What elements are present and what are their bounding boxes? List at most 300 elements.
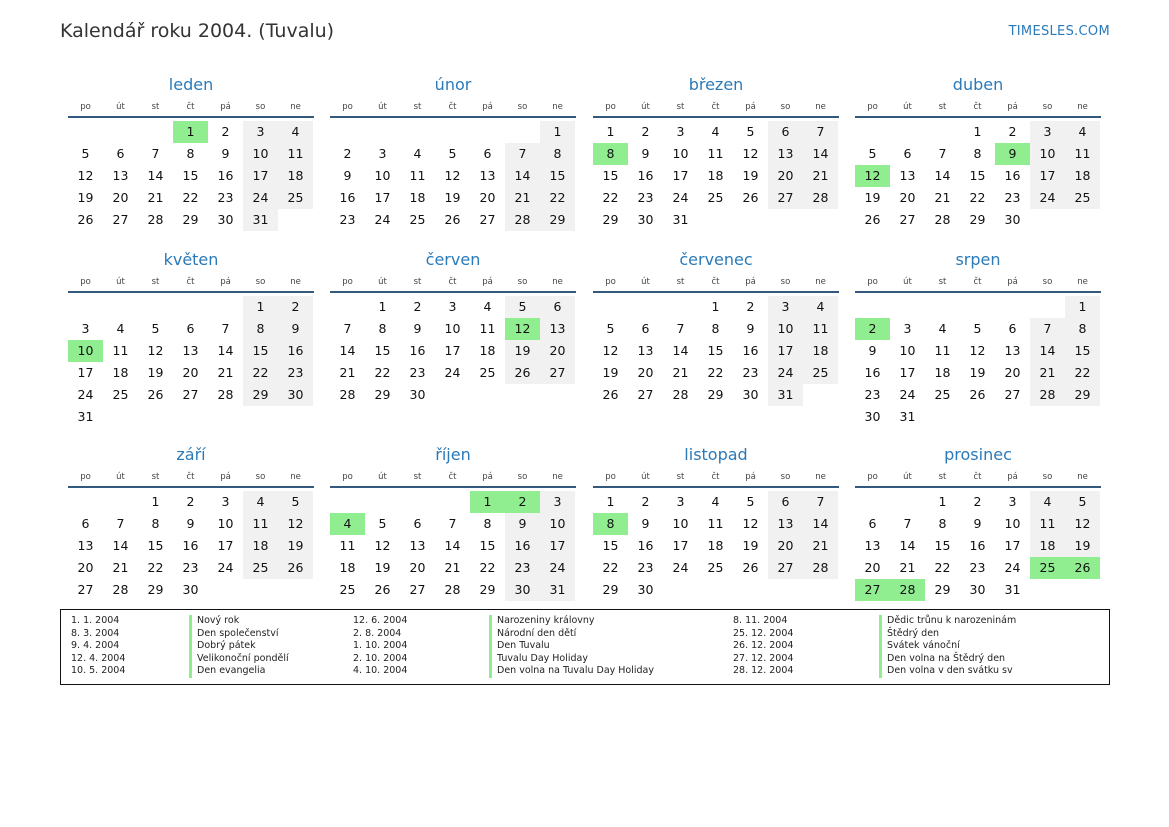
day-cell: 28 [339,387,356,402]
day-cell: 3 [540,491,575,513]
day-cell: 24 [217,560,234,575]
day-cell: 8 [1065,318,1100,340]
legend-date: 1. 1. 2004 [71,615,120,626]
day-cell: 29 [182,212,199,227]
day-cell: 27 [540,362,575,384]
legend-date: 8. 3. 2004 [71,627,120,639]
day-cell: 24 [1004,560,1021,575]
day-cell: 15 [540,165,575,187]
weekday-label: út [641,102,650,112]
weekday-label: čt [711,472,720,482]
month-block [593,72,839,227]
day-cell: 10 [899,343,916,358]
day-cell: 9 [641,146,650,161]
weekday-label: pá [1007,102,1018,112]
day-cell: 18 [112,365,129,380]
day-cell: 17 [243,165,278,187]
day-cell: 16 [864,365,881,380]
day-cell: 11 [707,516,724,531]
weekday-label: po [342,472,353,482]
legend-holiday-name: Den Tuvalu [489,640,550,653]
holiday-day-cell: 12 [505,318,540,340]
day-cell: 25 [934,387,951,402]
weekday-label: ne [1077,102,1088,112]
day-cell: 14 [803,143,838,165]
day-cell: 18 [339,560,356,575]
day-cell: 5 [1065,491,1100,513]
legend-holiday-name: Den volna na Tuvalu Day Holiday [489,665,654,678]
day-cell: 3 [676,494,685,509]
weekday-header [593,468,839,488]
day-cell: 17 [899,365,916,380]
day-cell: 24 [444,365,461,380]
day-cell: 22 [479,560,496,575]
day-cell: 17 [1004,538,1021,553]
legend-holiday-name: Den evangelia [189,665,266,678]
day-cell: 27 [112,212,129,227]
legend-date: 2. 8. 2004 [353,627,402,639]
day-cell: 23 [864,387,881,402]
day-cell: 23 [637,560,654,575]
day-cell: 30 [409,387,426,402]
day-cell: 14 [339,343,356,358]
day-cell: 2 [1008,124,1017,139]
day-cell: 6 [641,321,650,336]
month-name: březen [688,75,744,94]
day-cell: 21 [803,535,838,557]
day-cell: 25 [278,187,313,209]
weekday-header [855,468,1101,488]
day-cell: 10 [672,146,689,161]
weekday-label: ne [815,472,826,482]
legend-date: 1. 10. 2004 [353,640,408,652]
day-cell: 12 [374,538,391,553]
day-cell: 30 [182,582,199,597]
weekday-label: st [151,277,160,287]
weekday-label: so [255,102,266,112]
month-block [855,442,1101,597]
day-cell: 26 [742,560,759,575]
day-cell: 12 [602,343,619,358]
day-cell: 30 [1004,212,1021,227]
day-cell: 3 [768,296,803,318]
day-cell: 25 [409,212,426,227]
weekday-label: st [151,102,160,112]
day-cell: 19 [969,365,986,380]
legend-holiday-name: Den volna v den svátku sv [879,665,1013,678]
day-cell: 28 [505,209,540,231]
day-cell: 9 [413,321,422,336]
day-cell: 24 [77,387,94,402]
day-cell: 18 [243,535,278,557]
holiday-day-cell: 10 [68,340,103,362]
day-cell: 16 [278,340,313,362]
day-cell: 15 [374,343,391,358]
legend-holiday-name: Dědic trůnu k narozeninám [879,615,1016,628]
day-cell: 31 [899,409,916,424]
day-cell: 14 [147,168,164,183]
weekday-label: st [151,472,160,482]
day-cell: 18 [707,538,724,553]
holiday-day-cell: 12 [855,165,890,187]
day-cell: 1 [151,494,160,509]
day-cell: 14 [217,343,234,358]
day-cell: 26 [742,190,759,205]
day-cell: 18 [278,165,313,187]
day-cell: 14 [934,168,951,183]
weekday-label: čt [186,472,195,482]
day-cell: 26 [278,557,313,579]
day-cell: 3 [378,146,387,161]
weekday-label: pá [482,472,493,482]
day-cell: 9 [186,516,195,531]
day-cell: 2 [641,124,650,139]
legend-date: 28. 12. 2004 [733,665,794,677]
day-cell: 18 [479,343,496,358]
day-cell: 22 [374,365,391,380]
day-cell: 19 [374,560,391,575]
day-cell: 22 [1065,362,1100,384]
day-cell: 8 [186,146,195,161]
day-cell: 4 [711,494,720,509]
day-cell: 12 [742,516,759,531]
day-cell: 3 [903,321,912,336]
weekday-label: po [867,277,878,287]
day-cell: 31 [768,384,803,406]
legend-holiday-name: Národní den dětí [489,628,576,641]
weekday-label: ne [1077,277,1088,287]
day-cell: 23 [409,365,426,380]
weekday-label: po [342,277,353,287]
legend-date: 12. 4. 2004 [71,652,126,664]
weekday-label: st [938,472,947,482]
day-cell: 16 [505,535,540,557]
day-cell: 22 [243,362,278,384]
day-cell: 7 [221,321,230,336]
day-cell: 15 [969,168,986,183]
day-cell: 10 [374,168,391,183]
month-block [68,442,314,597]
weekday-header [68,98,314,118]
day-cell: 13 [409,538,426,553]
day-cell: 25 [803,362,838,384]
holiday-day-cell: 9 [995,143,1030,165]
weekday-label: čt [186,277,195,287]
legend-date: 8. 11. 2004 [733,615,788,626]
legend-date: 12. 6. 2004 [353,615,408,626]
legend-date: 10. 5. 2004 [71,665,126,677]
day-cell: 7 [505,143,540,165]
day-cell: 26 [374,582,391,597]
day-cell: 17 [77,365,94,380]
day-cell: 22 [602,560,619,575]
day-cell: 19 [742,538,759,553]
day-cell: 19 [278,535,313,557]
day-cell: 8 [540,143,575,165]
weekday-label: út [903,102,912,112]
day-cell: 22 [540,187,575,209]
day-cell: 13 [864,538,881,553]
day-cell: 23 [637,190,654,205]
day-cell: 20 [864,560,881,575]
day-cell: 13 [899,168,916,183]
day-cell: 10 [768,318,803,340]
day-cell: 21 [934,190,951,205]
brand-link[interactable]: TIMESLES.COM [1008,24,1110,39]
day-cell: 10 [444,321,461,336]
weekday-label: so [1042,102,1053,112]
day-cell: 13 [540,318,575,340]
day-cell: 9 [973,516,982,531]
day-cell: 9 [278,318,313,340]
day-cell: 10 [672,516,689,531]
weekday-label: čt [711,102,720,112]
weekday-label: so [780,277,791,287]
day-cell: 19 [1065,535,1100,557]
day-cell: 29 [934,582,951,597]
weekday-label: pá [482,277,493,287]
day-cell: 8 [483,516,492,531]
day-cell: 24 [899,387,916,402]
weekday-label: pá [482,102,493,112]
day-cell: 20 [112,190,129,205]
day-cell: 13 [768,513,803,535]
day-cell: 5 [973,321,982,336]
day-cell: 13 [768,143,803,165]
day-cell: 29 [243,384,278,406]
weekday-label: út [116,472,125,482]
day-cell: 6 [81,516,90,531]
weekday-label: ne [290,472,301,482]
day-cell: 10 [217,516,234,531]
day-cell: 18 [1030,535,1065,557]
weekday-label: út [903,277,912,287]
day-cell: 5 [151,321,160,336]
day-cell: 23 [278,362,313,384]
day-cell: 17 [217,538,234,553]
weekday-label: út [378,472,387,482]
legend-date: 25. 12. 2004 [733,627,794,639]
day-cell: 6 [768,121,803,143]
weekday-label: ne [552,277,563,287]
day-cell: 15 [182,168,199,183]
day-cell: 11 [1030,513,1065,535]
day-cell: 5 [378,516,387,531]
legend-holiday-name: Nový rok [189,615,239,628]
day-cell: 22 [707,365,724,380]
day-cell: 8 [243,318,278,340]
legend-holiday-name: Den volna na Štědrý den [879,653,1005,666]
day-cell: 19 [147,365,164,380]
weekday-label: čt [448,102,457,112]
day-cell: 4 [243,491,278,513]
holiday-day-cell: 8 [593,143,628,165]
day-cell: 16 [742,343,759,358]
day-cell: 26 [602,387,619,402]
day-cell: 30 [505,579,540,601]
weekday-label: po [342,102,353,112]
day-cell: 1 [606,494,615,509]
day-cell: 29 [1065,384,1100,406]
day-cell: 25 [112,387,129,402]
day-cell: 24 [374,212,391,227]
day-cell: 31 [243,209,278,231]
day-cell: 7 [903,516,912,531]
weekday-label: st [676,102,685,112]
weekday-label: po [80,472,91,482]
day-cell: 17 [540,535,575,557]
day-cell: 6 [903,146,912,161]
weekday-label: pá [1007,472,1018,482]
day-cell: 14 [112,538,129,553]
day-cell: 3 [221,494,230,509]
day-cell: 29 [602,582,619,597]
weekday-label: st [938,277,947,287]
day-cell: 15 [479,538,496,553]
holiday-day-cell: 2 [855,318,890,340]
day-cell: 4 [803,296,838,318]
weekday-label: ne [290,277,301,287]
weekday-label: út [641,277,650,287]
day-cell: 24 [768,362,803,384]
day-cell: 12 [77,168,94,183]
month-block [330,247,576,402]
day-cell: 16 [339,190,356,205]
weekday-label: ne [815,277,826,287]
legend-date: 27. 12. 2004 [733,652,794,664]
day-cell: 23 [969,560,986,575]
month-name: červenec [679,250,753,269]
day-cell: 12 [1065,513,1100,535]
day-cell: 19 [505,340,540,362]
month-name: duben [952,75,1004,94]
day-cell: 1 [606,124,615,139]
day-cell: 26 [77,212,94,227]
day-cell: 10 [1030,143,1065,165]
day-cell: 17 [672,168,689,183]
day-cell: 19 [742,168,759,183]
day-cell: 24 [243,187,278,209]
holiday-day-cell: 25 [1030,557,1065,579]
day-cell: 23 [742,365,759,380]
weekday-header [855,98,1101,118]
day-cell: 24 [672,190,689,205]
day-cell: 7 [343,321,352,336]
weekday-label: ne [290,102,301,112]
legend-date: 9. 4. 2004 [71,640,120,652]
weekday-header [330,468,576,488]
day-cell: 5 [505,296,540,318]
page-title: Kalendář roku 2004. (Tuvalu) [60,20,335,42]
day-cell: 28 [112,582,129,597]
holiday-day-cell: 1 [470,491,505,513]
day-cell: 4 [938,321,947,336]
day-cell: 11 [243,513,278,535]
day-cell: 4 [278,121,313,143]
weekday-label: so [780,472,791,482]
holiday-day-cell: 8 [593,513,628,535]
day-cell: 17 [768,340,803,362]
day-cell: 7 [116,516,125,531]
day-cell: 6 [413,516,422,531]
holiday-day-cell: 1 [173,121,208,143]
weekday-label: čt [973,277,982,287]
day-cell: 28 [803,187,838,209]
day-cell: 2 [278,296,313,318]
day-cell: 28 [217,387,234,402]
day-cell: 25 [707,560,724,575]
day-cell: 10 [243,143,278,165]
day-cell: 25 [1065,187,1100,209]
day-cell: 2 [221,124,230,139]
day-cell: 16 [969,538,986,553]
day-cell: 24 [672,560,689,575]
day-cell: 12 [444,168,461,183]
day-cell: 20 [479,190,496,205]
day-cell: 17 [444,343,461,358]
weekday-label: so [255,277,266,287]
weekday-label: čt [711,277,720,287]
day-cell: 6 [540,296,575,318]
day-cell: 1 [711,299,720,314]
day-cell: 8 [938,516,947,531]
legend-holiday-name: Tuvalu Day Holiday [489,653,588,666]
weekday-label: so [517,102,528,112]
day-cell: 11 [339,538,356,553]
day-cell: 16 [637,538,654,553]
day-cell: 4 [483,299,492,314]
legend-holiday-name: Štědrý den [879,628,939,641]
day-cell: 11 [1065,143,1100,165]
day-cell: 30 [637,582,654,597]
day-cell: 28 [934,212,951,227]
day-cell: 14 [1030,340,1065,362]
day-cell: 27 [479,212,496,227]
holiday-day-cell: 4 [330,513,365,535]
day-cell: 18 [1065,165,1100,187]
weekday-label: čt [186,102,195,112]
month-name: srpen [955,250,1001,269]
day-cell: 4 [1065,121,1100,143]
day-cell: 14 [505,165,540,187]
day-cell: 6 [116,146,125,161]
day-cell: 29 [479,582,496,597]
month-block [855,247,1101,424]
holiday-legend [60,609,1110,685]
month-name: leden [168,75,214,94]
weekday-label: út [378,102,387,112]
weekday-label: čt [448,472,457,482]
day-cell: 28 [147,212,164,227]
weekday-label: po [867,102,878,112]
day-cell: 25 [707,190,724,205]
weekday-label: so [517,277,528,287]
weekday-label: po [80,277,91,287]
day-cell: 4 [413,146,422,161]
weekday-header [593,98,839,118]
day-cell: 20 [768,535,803,557]
month-block [593,442,839,597]
legend-date: 2. 10. 2004 [353,652,408,664]
day-cell: 2 [973,494,982,509]
day-cell: 29 [374,387,391,402]
day-cell: 27 [182,387,199,402]
day-cell: 1 [973,124,982,139]
day-cell: 8 [711,321,720,336]
weekday-label: pá [220,472,231,482]
weekday-label: so [517,472,528,482]
day-cell: 16 [1004,168,1021,183]
